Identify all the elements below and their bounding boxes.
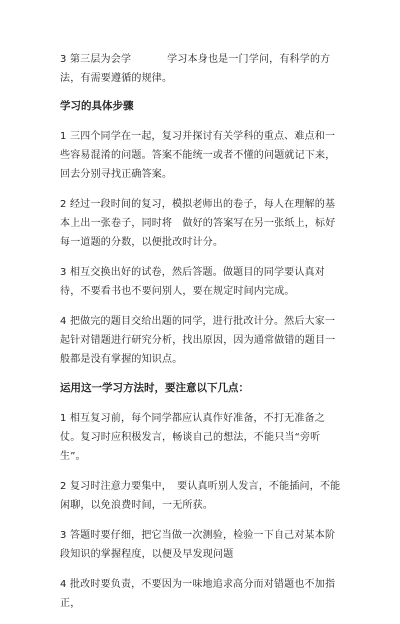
note-paragraph-2: 2 复习时注意力要集中， 要认真听别人发言，不能插问，不能闲聊，以免浪费时间，一无所获。 [60,481,341,511]
note-paragraph-3: 3 答题时要仔细，把它当做一次测验，检验一下自己对某本阶段知识的掌握程度，以便及早发现问题 [60,530,336,560]
document-content [60,50,345,624]
step-paragraph-1: 1 三四个同学在一起，复习并探讨有关学科的重点、难点和一些容易混淆的问题。答案不能统一或者不懂的问题就记下来，回去分别寻找正确答案。 [60,131,336,180]
intro-part-a: 3 第三层为会学 [60,54,132,65]
note-paragraph-1: 1 相互复习前，每个同学都应认真作好准备，不打无准备之仗。复习时应积极发言，畅谈自己的想法，不能只当“旁听生”。 [60,413,325,462]
step-paragraph-4: 4 把做完的题目交给出题的同学，进行批改计分。然后大家一起针对错题进行研究分析，找出原因，因为通常做错的题目一般都是没有掌握的知识点。 [60,316,336,365]
step-paragraph-2: 2 经过一段时间的复习，模拟老师出的卷子，每人在理解的基本上出一张卷子，同时将 做好的答案写在另一张纸上，标好每一道题的分数，以便批改时计分。 [60,199,336,248]
section-heading-notes: 运用这一学习方法时，要注意以下几点： [60,382,249,394]
section-heading-steps: 学习的具体步骤 [60,100,134,112]
step-paragraph-3: 3 相互交换出好的试卷，然后答题。做题目的同学要认真对待，不要看书也不要问别人，要在规定时间内完成。 [60,267,325,297]
intro-part-b: 学习本身也是一门学问，有科学的方法，有需要遵循的规律。 [60,54,331,84]
intro-paragraph [60,50,345,88]
note-paragraph-4: 4 批改时要负责，不要因为一味地追求高分而对错题也不加指正， [60,579,336,609]
